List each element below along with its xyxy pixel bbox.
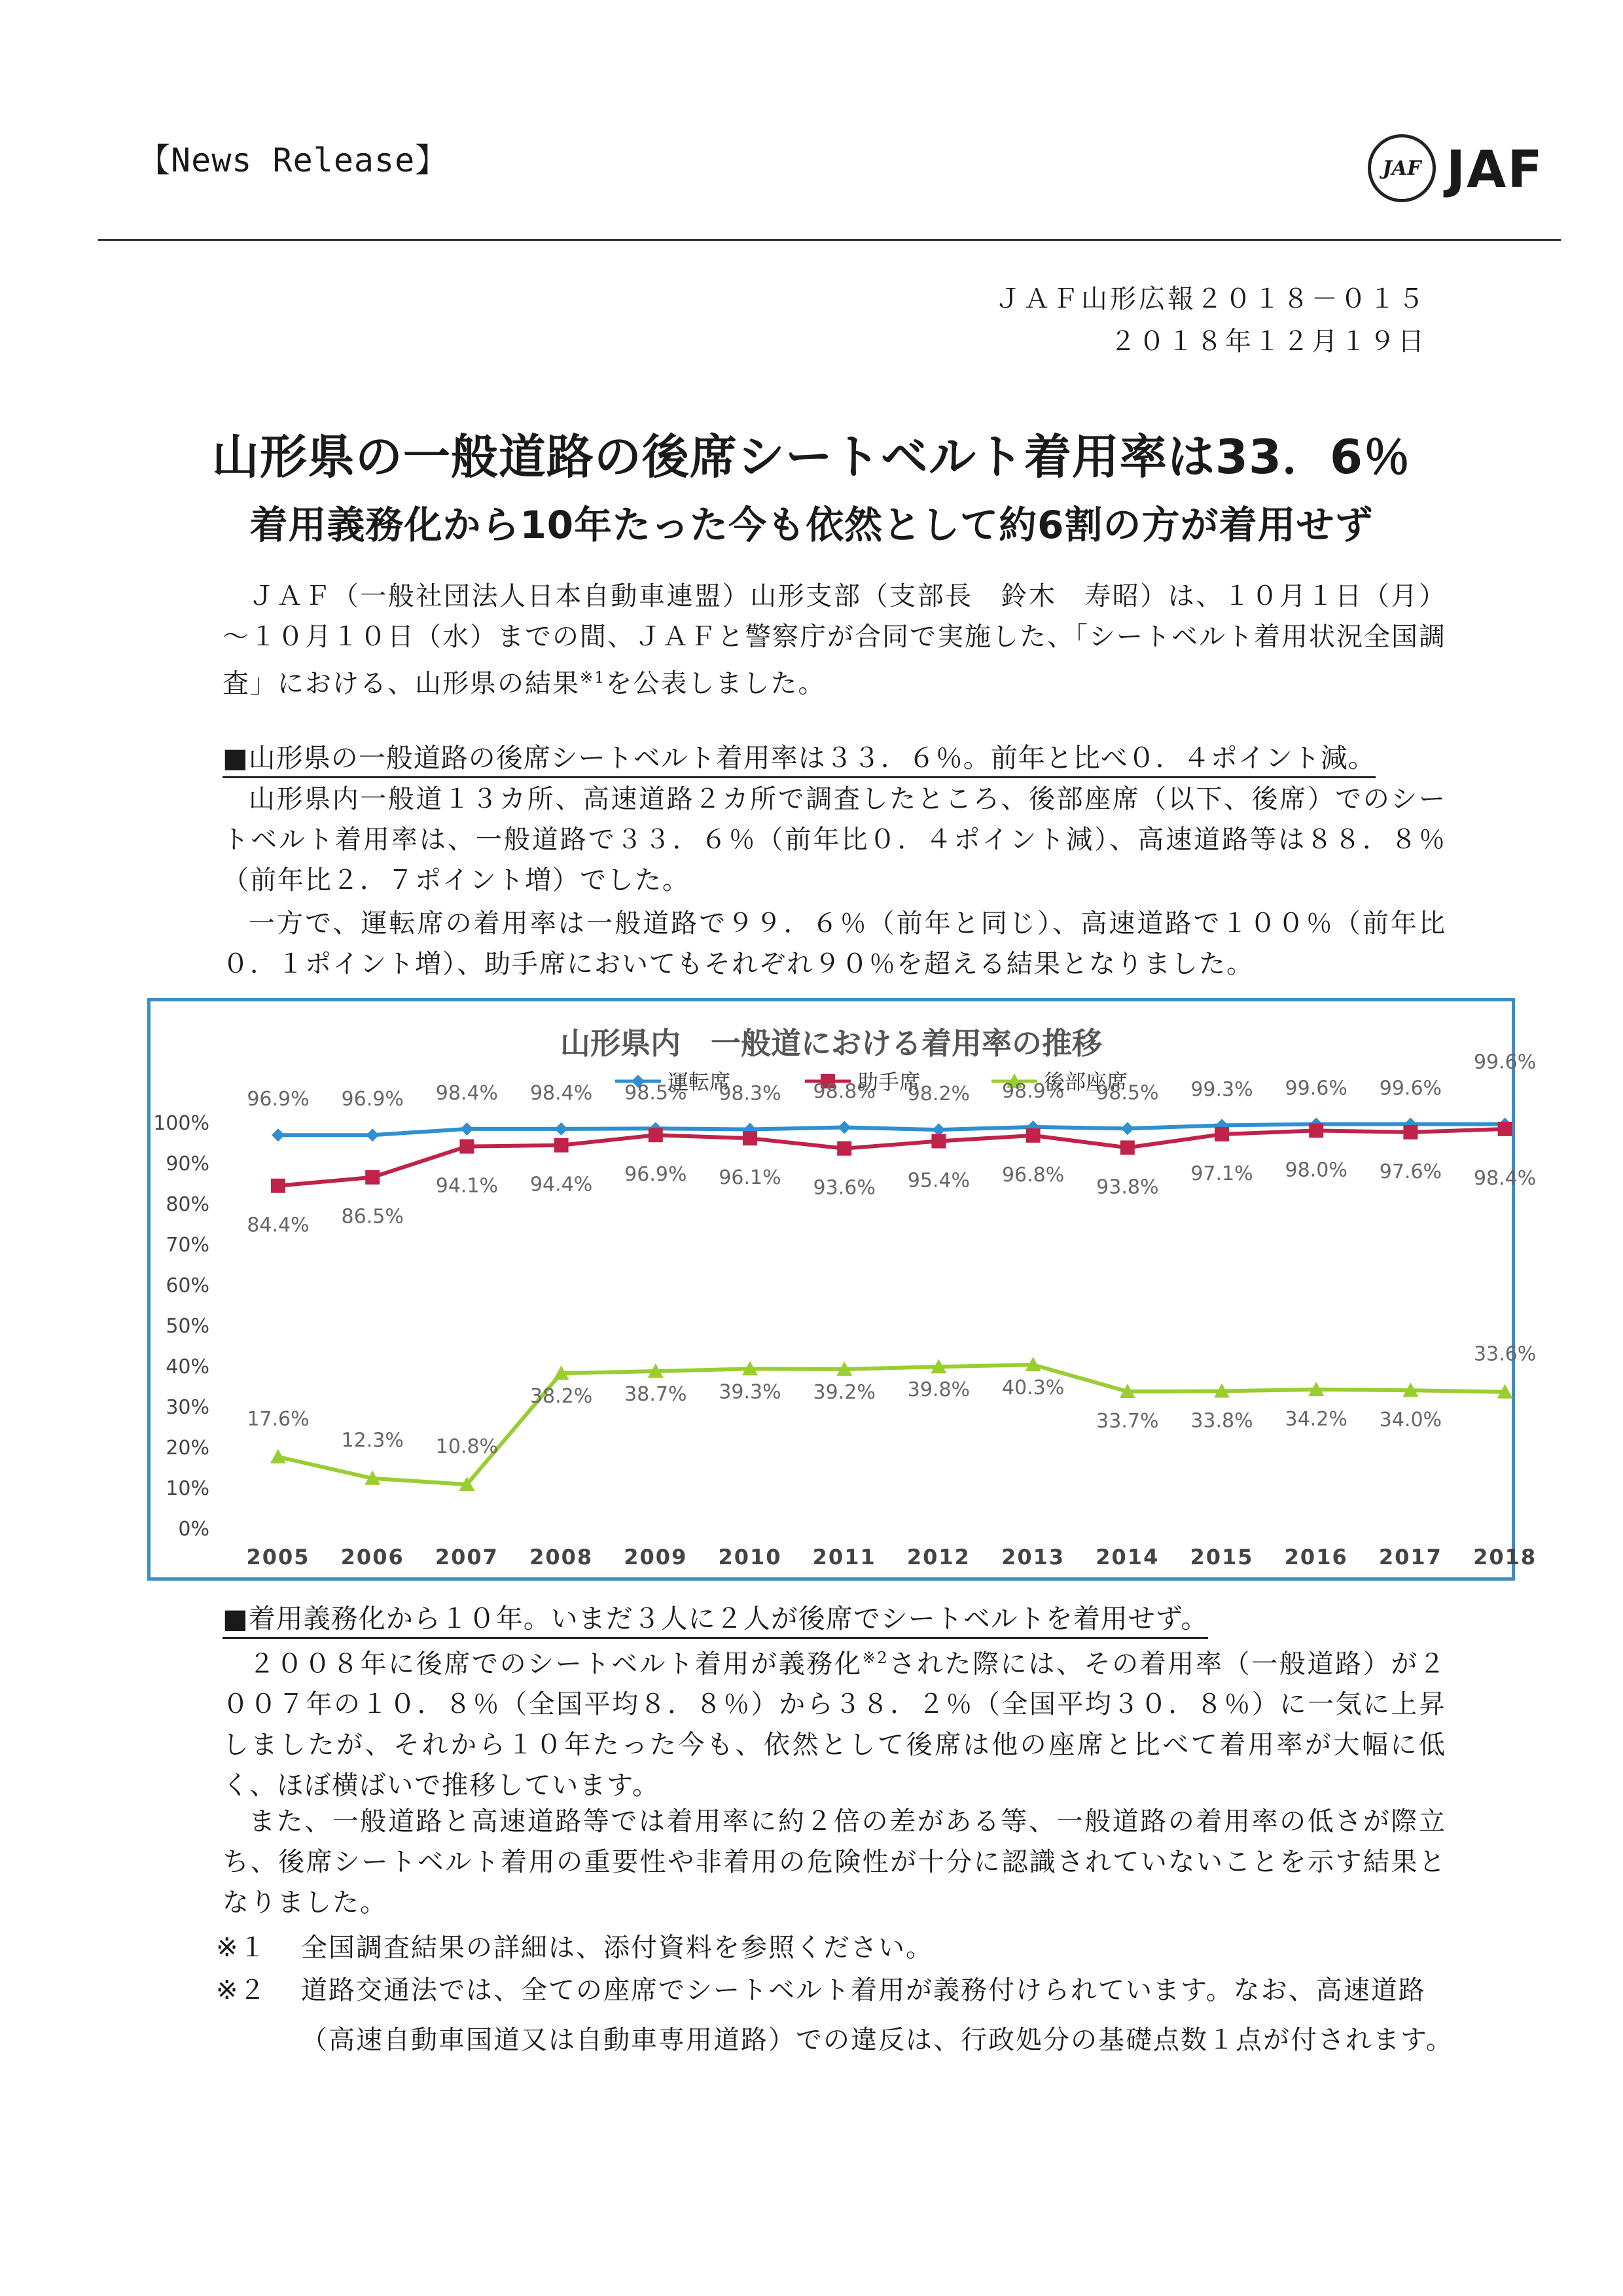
data-point-1 bbox=[554, 1138, 569, 1153]
x-tick-label: 2017 bbox=[1378, 1545, 1442, 1570]
y-tick-label: 70% bbox=[166, 1234, 209, 1257]
data-label: 96.9% bbox=[624, 1163, 687, 1187]
data-label: 99.6% bbox=[1379, 1077, 1442, 1100]
data-label: 98.4% bbox=[435, 1081, 499, 1105]
data-point-0 bbox=[1121, 1122, 1134, 1135]
data-point-0 bbox=[366, 1128, 379, 1141]
section2-text-1: ２００８年に後席でのシートベルト着用が義務化 bbox=[249, 1649, 863, 1679]
footnote-text-1: 全国調査結果の詳細は、添付資料を参照ください。 bbox=[301, 1933, 933, 1963]
data-point-1 bbox=[1120, 1140, 1135, 1155]
section-heading-1: ■山形県の一般道路の後席シートベルト着用率は３３．６％。前年と比べ０．４ポイント減。 bbox=[223, 736, 1376, 778]
section1-text-2: 一方で、運転席の着用率は一般道路で９９．６％（前年と同じ）、高速道路で１００％（前年比０．１ポイント増）、助手席においてもそれぞれ９０％を超える結果となりました。 bbox=[223, 908, 1446, 979]
data-label: 98.8% bbox=[813, 1080, 876, 1103]
footnote-ref-1: ※1 bbox=[580, 668, 606, 687]
jaf-logo bbox=[1368, 134, 1564, 213]
data-label: 96.9% bbox=[341, 1088, 404, 1111]
page-title: 山形県の一般道路の後席シートベルト着用率は33．6％ bbox=[211, 429, 1412, 484]
x-tick-label: 2012 bbox=[906, 1545, 971, 1570]
jaf-logo-text: JAF bbox=[1446, 141, 1544, 200]
data-point-1 bbox=[271, 1179, 285, 1193]
footnote-2-continuation: （高速自動車国道又は自動車専用道路）での違反は、行政処分の基礎点数１点が付されます。 bbox=[301, 2025, 1454, 2055]
x-tick-label: 2015 bbox=[1190, 1545, 1254, 1570]
data-label: 95.4% bbox=[907, 1169, 971, 1193]
data-point-1 bbox=[743, 1131, 757, 1145]
x-tick-label: 2018 bbox=[1473, 1545, 1537, 1570]
news-release-label: 【News Release】 bbox=[137, 141, 449, 179]
data-label: 40.3% bbox=[1001, 1376, 1065, 1400]
data-label: 98.5% bbox=[624, 1081, 687, 1105]
data-label: 98.0% bbox=[1285, 1158, 1347, 1182]
legend-label-0: 運転席 bbox=[668, 1069, 731, 1094]
x-tick-label: 2006 bbox=[340, 1545, 404, 1570]
section2-paragraph-2 bbox=[223, 1801, 1446, 1923]
data-label: 84.4% bbox=[247, 1213, 310, 1237]
data-point-0 bbox=[460, 1122, 473, 1136]
section1-paragraph-1 bbox=[223, 779, 1446, 901]
intro-paragraph bbox=[223, 576, 1446, 704]
data-point-0 bbox=[838, 1121, 851, 1134]
footnote-text-2: 道路交通法では、全ての座席でシートベルト着用が義務付けられています。なお、高速道路 bbox=[301, 1975, 1426, 2005]
header-divider bbox=[98, 239, 1561, 241]
intro-text: ＪＡＦ（一般社団法人日本自動車連盟）山形支部（支部長 鈴木 寿昭）は、１０月１日（月）～１０月１０日（水）までの間、ＪＡＦと警察庁が合同で実施した、「シートベルト着用状況全国調査」における、山形県の結果 bbox=[223, 581, 1446, 699]
data-point-1 bbox=[649, 1128, 663, 1142]
data-label: 38.2% bbox=[529, 1385, 593, 1408]
data-label: 97.1% bbox=[1190, 1162, 1253, 1185]
x-tick-label: 2011 bbox=[812, 1545, 876, 1570]
legend-label-2: 後部座席 bbox=[1044, 1069, 1128, 1094]
data-label: 94.4% bbox=[529, 1173, 593, 1196]
data-label: 34.2% bbox=[1285, 1407, 1347, 1431]
data-label: 39.8% bbox=[907, 1378, 971, 1402]
section1-text-1: 山形県内一般道１３カ所、高速道路２カ所で調査したところ、後部座席（以下、後席）でのシートベルト着用率は、一般道路で３３．６％（前年比０．４ポイント減）、高速道路等は８８．８％（前年比２．７ポイント増）でした。 bbox=[223, 784, 1446, 895]
intro-text-end: を公表しました。 bbox=[605, 668, 826, 699]
data-point-1 bbox=[837, 1141, 851, 1156]
data-label: 38.7% bbox=[624, 1383, 687, 1407]
data-point-1 bbox=[365, 1170, 380, 1185]
section2-paragraph-1 bbox=[223, 1638, 1446, 1806]
data-point-1 bbox=[1403, 1125, 1418, 1139]
jaf-emblem-icon: JAF bbox=[1368, 134, 1436, 202]
legend-label-1: 助手席 bbox=[857, 1069, 921, 1094]
y-tick-label: 80% bbox=[166, 1193, 209, 1216]
reference-number: ＪＡＦ山形広報２０１８－０１５ bbox=[995, 284, 1427, 314]
footnote-mark-2: ※２ bbox=[216, 1975, 267, 2005]
y-tick-label: 30% bbox=[166, 1396, 209, 1419]
y-tick-label: 10% bbox=[166, 1477, 209, 1500]
data-label: 98.4% bbox=[529, 1081, 593, 1105]
section-heading-2: ■着用義務化から１０年。いまだ３人に２人が後席でシートベルトを着用せず。 bbox=[223, 1597, 1208, 1639]
x-tick-label: 2005 bbox=[246, 1545, 310, 1570]
data-point-1 bbox=[1215, 1127, 1229, 1141]
data-label: 10.8% bbox=[435, 1435, 499, 1459]
release-date: ２０１８年１２月１９日 bbox=[1110, 327, 1427, 357]
data-point-1 bbox=[1309, 1123, 1323, 1138]
data-point-1 bbox=[931, 1134, 946, 1149]
data-label: 94.1% bbox=[435, 1174, 499, 1198]
section2-text-1-end: された際には、その着用率（一般道路）が２００７年の１０．８％（全国平均８．８％）から３８．２％（全国平均３０．８％）に一気に上昇しましたが、それから１０年たった今も、依然として後席は他の座席と比べて着用率が大幅に低く、ほぼ横ばいで推移しています。 bbox=[223, 1649, 1447, 1801]
data-point-1 bbox=[1026, 1128, 1041, 1143]
y-tick-label: 100% bbox=[153, 1112, 209, 1135]
data-point-1 bbox=[459, 1139, 474, 1154]
data-label: 98.4% bbox=[1473, 1166, 1537, 1190]
x-tick-label: 2014 bbox=[1096, 1545, 1160, 1570]
data-label: 12.3% bbox=[341, 1429, 404, 1452]
chart-svg bbox=[151, 1001, 1537, 1577]
data-label: 99.3% bbox=[1190, 1078, 1253, 1102]
section2-text-2: また、一般道路と高速道路等では着用率に約２倍の差がある等、一般道路の着用率の低さが際立ち、後席シートベルト着用の重要性や非着用の危険性が十分に認識されていないことを示す結果となりました。 bbox=[223, 1806, 1446, 1918]
data-point-0 bbox=[555, 1122, 568, 1136]
data-label: 33.6% bbox=[1473, 1342, 1537, 1366]
chart-title: 山形県内 一般道における着用率の推移 bbox=[560, 1026, 1102, 1061]
data-label: 98.9% bbox=[1001, 1079, 1065, 1103]
y-tick-label: 20% bbox=[166, 1437, 209, 1460]
y-tick-label: 0% bbox=[178, 1518, 209, 1541]
data-label: 96.1% bbox=[719, 1166, 781, 1190]
data-point-1 bbox=[1498, 1122, 1512, 1136]
footnote-2 bbox=[216, 1970, 1426, 2011]
x-tick-label: 2013 bbox=[1001, 1545, 1065, 1570]
x-tick-label: 2009 bbox=[624, 1545, 688, 1570]
y-tick-label: 60% bbox=[166, 1274, 209, 1297]
section1-paragraph-2 bbox=[223, 903, 1446, 984]
data-label: 33.8% bbox=[1190, 1409, 1253, 1433]
data-label: 96.9% bbox=[247, 1088, 310, 1111]
data-label: 93.6% bbox=[813, 1176, 876, 1200]
footnote-mark-1: ※１ bbox=[216, 1933, 267, 1963]
data-label: 96.8% bbox=[1001, 1163, 1065, 1187]
data-label: 86.5% bbox=[341, 1205, 404, 1229]
footnote-ref-2: ※2 bbox=[862, 1649, 889, 1667]
y-tick-label: 50% bbox=[166, 1315, 209, 1338]
data-label: 98.5% bbox=[1096, 1081, 1159, 1105]
data-label: 98.3% bbox=[719, 1082, 781, 1105]
x-tick-label: 2010 bbox=[718, 1545, 782, 1570]
y-tick-label: 90% bbox=[166, 1153, 209, 1175]
x-tick-label: 2007 bbox=[435, 1545, 499, 1570]
data-label: 33.7% bbox=[1096, 1410, 1159, 1433]
data-label: 99.6% bbox=[1285, 1077, 1347, 1100]
page-subtitle: 着用義務化から10年たった今も依然として約6割の方が着用せず bbox=[249, 503, 1374, 547]
seatbelt-rate-chart bbox=[147, 998, 1537, 1581]
data-label: 39.3% bbox=[719, 1380, 781, 1404]
data-label: 98.2% bbox=[907, 1083, 971, 1106]
data-label: 97.6% bbox=[1379, 1160, 1442, 1183]
footnote-1 bbox=[216, 1928, 933, 1968]
x-tick-label: 2016 bbox=[1284, 1545, 1348, 1570]
data-label: 17.6% bbox=[247, 1407, 310, 1431]
y-tick-label: 40% bbox=[166, 1355, 209, 1378]
data-label: 39.2% bbox=[813, 1380, 876, 1404]
data-label: 34.0% bbox=[1379, 1408, 1442, 1432]
data-label: 99.6% bbox=[1473, 1050, 1537, 1074]
x-tick-label: 2008 bbox=[529, 1545, 594, 1570]
data-label: 93.8% bbox=[1096, 1175, 1159, 1199]
data-point-0 bbox=[272, 1128, 285, 1141]
